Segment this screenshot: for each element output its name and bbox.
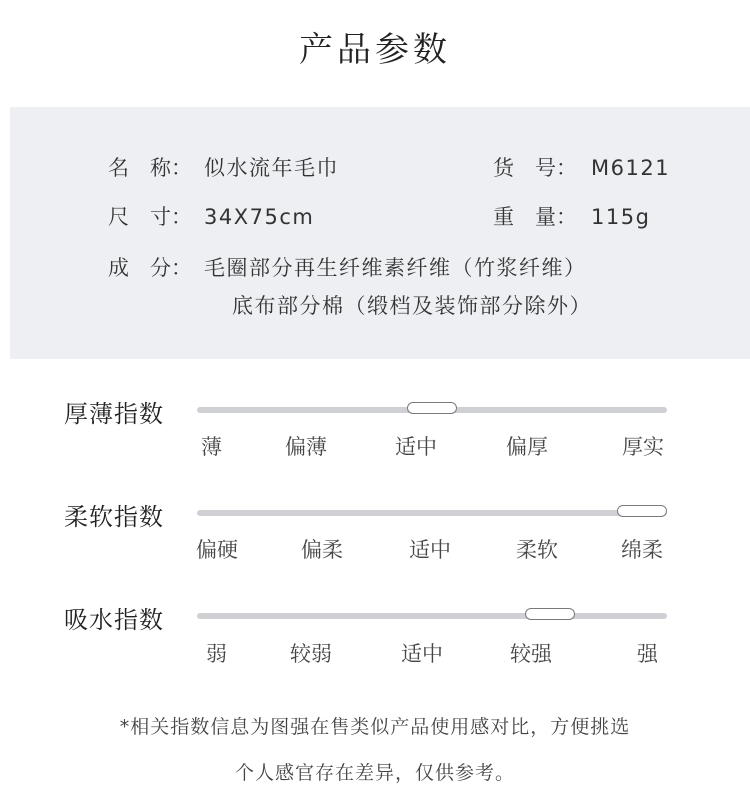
spec-size-label: 尺 寸： [108, 205, 192, 229]
spec-weight [493, 201, 650, 231]
spec-composition [108, 252, 587, 282]
spec-weight-value: 115g [591, 205, 651, 229]
tick-label: 绵柔 [621, 538, 663, 562]
spec-composition-line1: 毛圈部分再生纤维素纤维（竹浆纤维） [204, 256, 587, 280]
spec-name-label: 名 称： [108, 156, 192, 180]
index-knob-softness[interactable] [617, 505, 667, 517]
spec-item-no [493, 152, 670, 182]
tick-label: 薄 [201, 435, 222, 459]
spec-name-value: 似水流年毛巾 [204, 156, 339, 180]
tick-label: 较弱 [290, 642, 332, 666]
tick-label: 较强 [510, 642, 552, 666]
index-track-absorbency [197, 613, 667, 619]
note-line-2: 个人感官存在差异，仅供参考。 [234, 762, 515, 784]
spec-size-value: 34X75cm [204, 205, 315, 229]
tick-label: 强 [637, 642, 658, 666]
index-knob-thickness[interactable] [407, 402, 457, 414]
tick-label: 适中 [395, 435, 437, 459]
tick-label: 偏柔 [301, 538, 343, 562]
index-track-softness [197, 510, 667, 516]
spec-name [108, 152, 339, 182]
spec-composition-label: 成 分： [108, 256, 192, 280]
spec-item-no-label: 货 号： [493, 156, 577, 180]
tick-label: 偏薄 [285, 435, 327, 459]
page-title: 产品参数 [299, 30, 451, 70]
index-knob-absorbency[interactable] [525, 608, 575, 620]
note-line-1: *相关指数信息为图强在售类似产品使用感对比，方便挑选 [119, 716, 631, 738]
tick-label: 偏厚 [506, 435, 548, 459]
spec-size [108, 201, 314, 231]
spec-weight-label: 重 量： [493, 205, 577, 229]
tick-label: 弱 [206, 642, 227, 666]
index-title-absorbency: 吸水指数 [64, 606, 164, 634]
tick-label: 适中 [409, 538, 451, 562]
index-track-thickness [197, 407, 667, 413]
index-title-thickness: 厚薄指数 [64, 400, 164, 428]
tick-label: 偏硬 [196, 538, 238, 562]
tick-label: 柔软 [516, 538, 558, 562]
spec-composition-line2-text: 底布部分棉（缎档及装饰部分除外） [232, 294, 592, 318]
spec-composition-line2 [232, 290, 592, 320]
spec-panel [10, 107, 750, 359]
spec-item-no-value: M6121 [591, 156, 671, 180]
tick-label: 厚实 [622, 435, 664, 459]
index-title-softness: 柔软指数 [64, 503, 164, 531]
tick-label: 适中 [401, 642, 443, 666]
